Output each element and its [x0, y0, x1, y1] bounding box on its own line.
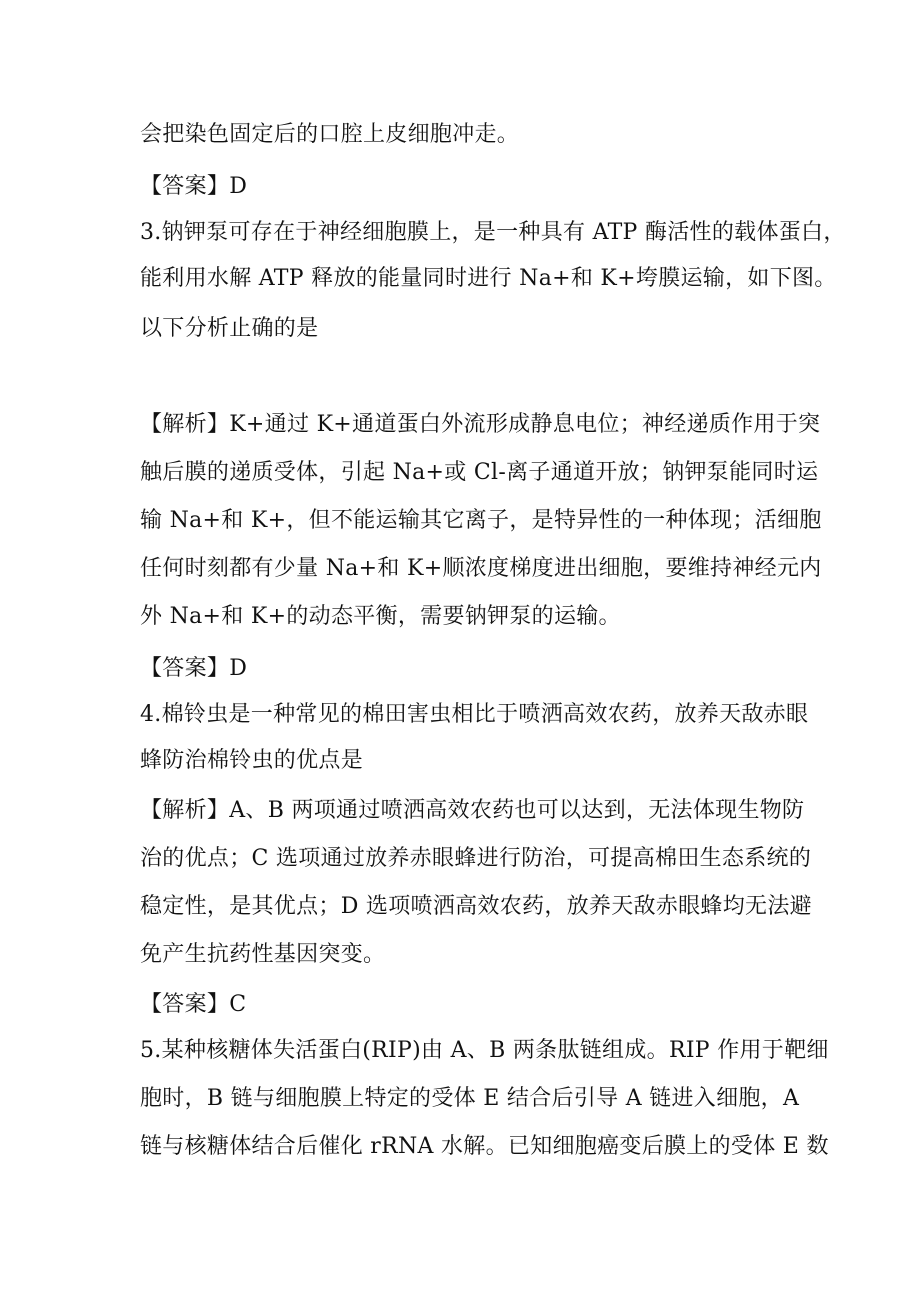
analysis-line: 外 Na+和 K+的动态平衡，需要钠钾泵的运输。 — [140, 604, 621, 629]
text-line: 会把染色固定后的口腔上皮细胞冲走。 — [140, 122, 520, 147]
analysis-line: 任何时刻都有少量 Na+和 K+顺浓度梯度进出细胞，要维持神经元内 — [140, 556, 822, 581]
answer-line: 【答案】D — [140, 656, 248, 681]
analysis-line: 治的优点；C 选项通过放养赤眼蜂进行防治，可提高棉田生态系统的 — [140, 846, 812, 871]
question-5-line: 5.某种核糖体失活蛋白(RIP)由 A、B 两条肽链组成。RIP 作用于靶细 — [140, 1038, 829, 1063]
question-4-line: 4.棉铃虫是一种常见的棉田害虫相比于喷洒高效农药，放养天敌赤眼 — [140, 702, 809, 727]
analysis-line: 输 Na+和 K+，但不能运输其它离子，是特异性的一种体现；活细胞 — [140, 508, 822, 533]
answer-line: 【答案】C — [140, 992, 247, 1017]
question-3-line: 3.钠钾泵可存在于神经细胞膜上，是一种具有 ATP 酶活性的载体蛋白， — [140, 220, 846, 245]
answer-line: 【答案】D — [140, 174, 248, 199]
question-5-line: 链与核糖体结合后催化 rRNA 水解。已知细胞癌变后膜上的受体 E 数 — [140, 1134, 829, 1159]
question-4-line: 蜂防治棉铃虫的优点是 — [140, 748, 364, 773]
analysis-line: 【解析】K+通过 K+通道蛋白外流形成静息电位；神经递质作用于突 — [140, 412, 821, 437]
analysis-line: 触后膜的递质受体，引起 Na+或 Cl-离子通道开放；钠钾泵能同时运 — [140, 460, 819, 485]
question-3-line: 以下分析止确的是 — [140, 316, 319, 341]
question-5-line: 胞时，B 链与细胞膜上特定的受体 E 结合后引导 A 链进入细胞，A — [140, 1086, 800, 1111]
analysis-line: 免产生抗药性基因突变。 — [140, 942, 386, 967]
question-3-line: 能利用水解 ATP 释放的能量同时进行 Na+和 K+垮膜运输，如下图。 — [140, 266, 837, 291]
analysis-line: 【解析】A、B 两项通过喷洒高效农药也可以达到，无法体现生物防 — [140, 798, 805, 823]
analysis-line: 稳定性，是其优点；D 选项喷洒高效农药，放养天敌赤眼蜂均无法避 — [140, 894, 812, 919]
